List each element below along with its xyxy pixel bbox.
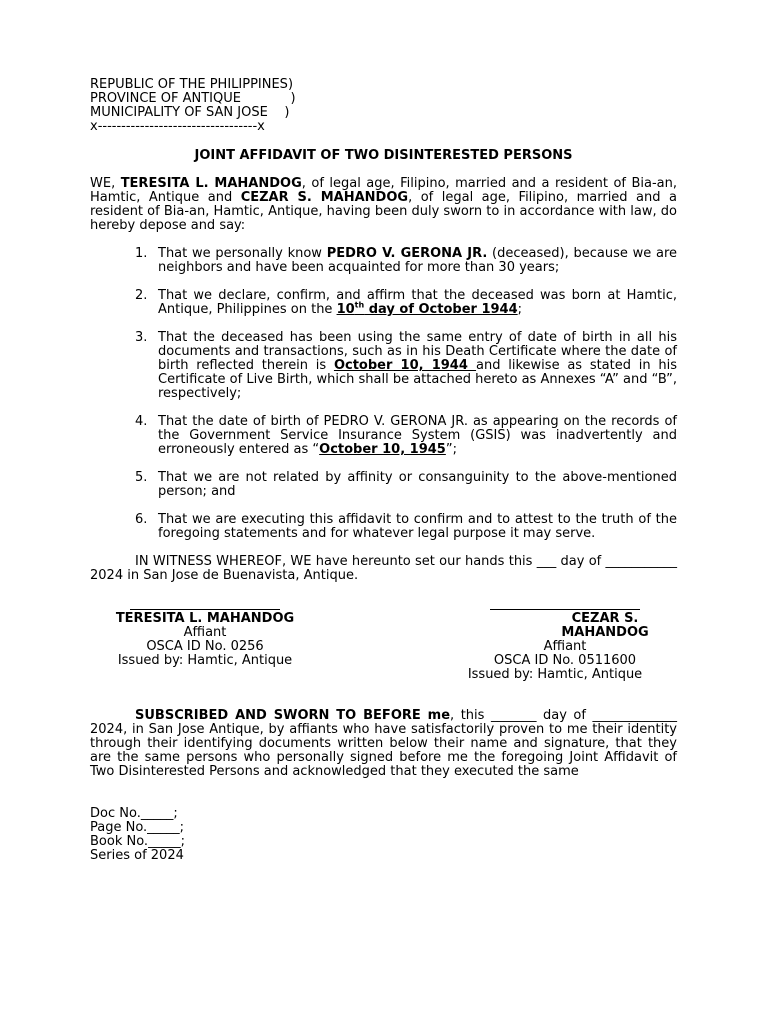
- birth-day: 10: [336, 302, 355, 317]
- affiant1-osca: OSCA ID No. 0256: [146, 639, 264, 654]
- item-text: ;: [517, 302, 523, 317]
- statement-item: [90, 513, 677, 541]
- venue-separator: x----------------------------------x: [90, 119, 265, 134]
- statement-list: [90, 247, 677, 541]
- statement-item: [90, 415, 677, 457]
- ordinal-suffix: th: [354, 300, 365, 310]
- item-text: That we declare, confirm, and affirm that the deceased was born at Hamtic, Antique, Philippines on the: [158, 288, 677, 317]
- affiant2-signature: [450, 603, 680, 682]
- affidavit-page: [90, 78, 677, 863]
- affiant1-role: Affiant: [183, 625, 227, 640]
- book-no: Book No._____;: [90, 834, 185, 849]
- statement-item: [90, 471, 677, 499]
- item-text: That the date of birth of PEDRO V. GERONA JR. as appearing on the records of the Government Service Insurance System (GSIS) was inadvertently and erroneously entered as “: [158, 414, 677, 457]
- deceased-name: PEDRO V. GERONA JR.: [326, 246, 488, 261]
- item-text: That the deceased has been using the same entry of date of birth in all his documents and transactions, such as in his Death Certificate where the date of birth reflected therein is: [158, 330, 677, 373]
- item-text: and likewise as stated in his Certificate of Live Birth, which shall be attached hereto as Annexes “A” and “B”, respectively;: [158, 358, 677, 401]
- item-text: That we are not related by affinity or consanguinity to the above-mentioned person; and: [158, 470, 677, 499]
- statement-item: [90, 331, 677, 401]
- item-number: 3.: [135, 330, 148, 345]
- intro-text-3: , of legal age, Filipino, married and a resident of Bia-an, Hamtic, Antique, having been duly sworn to in accordance with law, do hereby depose and say:: [90, 190, 677, 233]
- birth-month-year: day of October 1944: [364, 302, 518, 317]
- intro-text-2: , of legal age, Filipino, married and a resident of Bia-an, Hamtic, Antique and: [90, 176, 677, 205]
- page-no: Page No._____;: [90, 820, 185, 835]
- venue-header: [90, 78, 677, 134]
- document-title: JOINT AFFIDAVIT OF TWO DISINTERESTED PERSONS: [194, 148, 573, 163]
- intro-paragraph: [90, 177, 677, 233]
- jurat-lead: SUBSCRIBED AND SWORN TO BEFORE me: [135, 708, 451, 723]
- venue-line-municipality: MUNICIPALITY OF SAN JOSE ): [90, 105, 290, 120]
- affiant1-issued: Issued by: Hamtic, Antique: [117, 653, 293, 668]
- affiant1-name: TERESITA L. MAHANDOG: [115, 611, 295, 626]
- affiant2-role: Affiant: [543, 639, 587, 654]
- item-number: 4.: [135, 414, 148, 429]
- series: Series of 2024: [90, 848, 184, 863]
- affiant1-name-inline: TERESITA L. MAHANDOG: [120, 176, 302, 191]
- item-number: 1.: [135, 246, 148, 261]
- item-number: 2.: [135, 288, 148, 303]
- affiant1-signature: [90, 603, 320, 668]
- signature-line: [130, 603, 280, 610]
- item-number: 6.: [135, 512, 148, 527]
- signature-block: [90, 603, 677, 693]
- item-text: (deceased), because we are neighbors and have been acquainted for more than 30 years;: [158, 246, 677, 275]
- signature-line: [490, 603, 640, 610]
- item-number: 5.: [135, 470, 148, 485]
- statement-item: [90, 247, 677, 275]
- affiant2-issued: Issued by: Hamtic, Antique: [467, 667, 643, 682]
- birth-date-erroneous: October 10, 1945: [319, 442, 446, 457]
- item-text: That we personally know: [158, 246, 327, 261]
- item-text: ”;: [445, 442, 457, 457]
- venue-line-republic: REPUBLIC OF THE PHILIPPINES): [90, 77, 294, 92]
- intro-we: WE,: [90, 176, 121, 191]
- doc-no: Doc No._____;: [90, 806, 178, 821]
- affiant2-osca: OSCA ID No. 0511600: [493, 653, 637, 668]
- statement-item: [90, 289, 677, 317]
- venue-line-province: PROVINCE OF ANTIQUE ): [90, 91, 296, 106]
- notarial-register: [90, 807, 677, 863]
- jurat-paragraph: [90, 709, 677, 779]
- jurat-text: , this _______ day of _____________ 2024, in San Jose Antique, by affiants who have satisfactorily proven to me their identity through their identifying documents written below their name and signature, that they are the same persons who personally signed before me the foregoing Joint Affidavit of Two Disinterested Persons and acknowledged that they executed the same: [90, 708, 677, 779]
- witness-clause: IN WITNESS WHEREOF, WE have hereunto set our hands this ___ day of ___________ 2024 in San Jose de Buenavista, Antique.: [90, 554, 677, 583]
- affiant2-name: CEZAR S. MAHANDOG: [561, 611, 649, 640]
- affiant2-name-inline: CEZAR S. MAHANDOG: [240, 190, 409, 205]
- item-text: That we are executing this affidavit to confirm and to attest to the truth of the foregoing statements and for whatever legal purpose it may serve.: [158, 512, 677, 541]
- birth-date-correct: [337, 302, 518, 317]
- birth-date-death-cert: October 10, 1944: [333, 358, 477, 373]
